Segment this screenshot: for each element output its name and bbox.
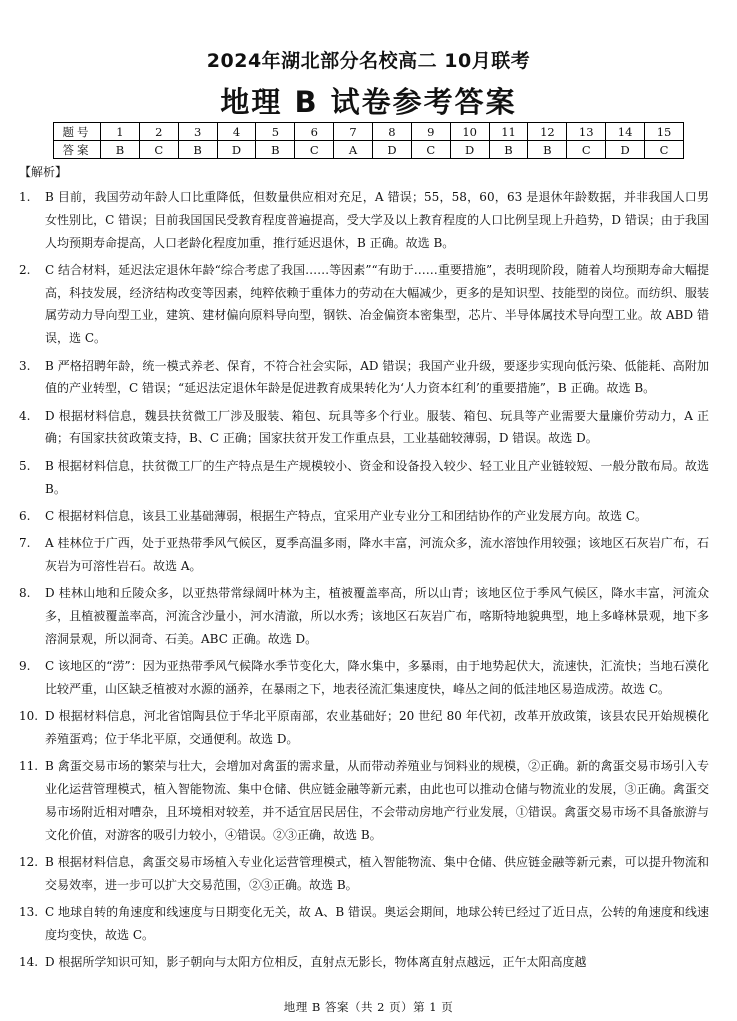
question-number-row (54, 123, 684, 141)
analysis-item (19, 951, 709, 974)
analysis-item (19, 259, 709, 350)
item-number: 10. (19, 709, 39, 724)
item-text: D 根据所学知识可知，影子朝向与太阳方位相反，直射点无影长，物体离直射点越远，正午太阳高度越 (45, 955, 587, 970)
question-number: 1 (101, 123, 140, 141)
item-number: 3. (19, 358, 31, 373)
item-text: A 桂林位于广西，处于亚热带季风气候区，夏季高温多雨，降水丰富，河流众多，流水溶蚀作用较强；该地区石灰岩广布，石灰岩为可溶性岩石。故选 A。 (45, 536, 709, 573)
item-text: B 严格招聘年龄，统一模式养老、保育，不符合社会实际，AD 错误；我国产业升级，要逐步实现向低污染、低能耗、高附加值的产业转型，C 错误；“延迟法定退休年龄是促进教育成果转化为‘人力资本红利’的重要措施”，B 正确。故选 B。 (45, 358, 709, 396)
answer-cell: C (645, 141, 684, 159)
item-number: 14. (19, 955, 39, 970)
answer-cell: B (528, 141, 567, 159)
question-number: 15 (645, 123, 684, 141)
analysis-item (19, 405, 709, 451)
item-number: 7. (19, 536, 31, 551)
question-number: 2 (139, 123, 178, 141)
answer-cell: B (178, 141, 217, 159)
question-number: 14 (606, 123, 645, 141)
item-text: B 目前，我国劳动年龄人口比重降低，但数量供应相对充足，A 错误；55，58，60，63 是退休年龄数据，并非我国人口男女性别比，C 错误；目前我国国民受教育程度普遍提高，受大学及以上教育程度的人口比例呈现上升趋势，D 错误；由于我国人均预期寿命提高，人口老龄化程度加重，推行延迟退休，B 正确。故选 B。 (45, 190, 709, 250)
answer-key-title: 地理 B 试卷参考答案 (220, 85, 517, 119)
item-text: C 该地区的“涝”：因为亚热带季风气候降水季节变化大，降水集中，多暴雨，由于地势起伏大，流速快，汇流快；当地石漠化比较严重，山区缺乏植被对水源的涵养，在暴雨之下，地表径流汇集速度快，峰丛之间的低洼地区易造成涝。故选 C。 (45, 659, 709, 696)
question-number: 12 (528, 123, 567, 141)
analysis-item (19, 901, 709, 947)
question-number: 13 (567, 123, 606, 141)
answer-cell: C (567, 141, 606, 159)
item-text: B 根据材料信息，禽蛋交易市场植入专业化运营管理模式，植入智能物流、集中仓储、供应链金融等新元素，可以提升物流和交易效率，进一步可以扩大交易范围，②③正确。故选 B。 (45, 855, 709, 892)
analysis-item (19, 355, 709, 401)
question-number: 11 (489, 123, 528, 141)
question-number: 9 (411, 123, 450, 141)
analysis-item (19, 505, 709, 528)
answer-cell: C (139, 141, 178, 159)
item-number: 5. (19, 458, 31, 473)
answer-table (53, 122, 684, 159)
answer-cell: B (256, 141, 295, 159)
item-number: 8. (19, 586, 31, 601)
answer-row (54, 141, 684, 159)
question-number: 8 (373, 123, 412, 141)
answer-cell: B (489, 141, 528, 159)
item-text: D 根据材料信息，魏县扶贫微工厂涉及服装、箱包、玩具等多个行业。服装、箱包、玩具等产业需要大量廉价劳动力，A 正确；有国家扶贫政策支持，B、C 正确；国家扶贫开发工作重点县，工业基础较薄弱，D 错误。故选 D。 (45, 408, 709, 446)
answer-cell: D (373, 141, 412, 159)
analysis-item (19, 582, 709, 650)
answer-cell: D (217, 141, 256, 159)
analysis-item (19, 755, 709, 846)
row-label-answer: 答案 (54, 141, 101, 159)
analysis-item (19, 532, 709, 578)
item-number: 4. (19, 408, 31, 423)
answer-cell: B (101, 141, 140, 159)
analysis-item (19, 705, 709, 751)
question-number: 5 (256, 123, 295, 141)
analysis-item (19, 851, 709, 897)
question-number: 10 (450, 123, 489, 141)
item-text: C 根据材料信息，该县工业基础薄弱，根据生产特点，宜采用产业专业分工和团结协作的产业发展方向。故选 C。 (45, 508, 647, 523)
item-number: 11. (19, 759, 39, 774)
item-text: B 禽蛋交易市场的繁荣与壮大，会增加对禽蛋的需求量，从而带动养殖业与饲料业的规模，②正确。新的禽蛋交易市场引入专业化运营管理模式，植入智能物流、集中仓储、供应链金融等新元素，由此也可以推动仓储与物流业的发展，③正确。禽蛋交易市场附近相对嘈杂，且环境相对较差，并不适宜居民居住，不会带动房地产行业发展，①错误。禽蛋交易市场不具备旅游与文化价值，对游客的吸引力较小，④错误。②③正确，故选 B。 (45, 759, 709, 842)
page-footer: 地理 B 答案（共 2 页）第 1 页 (283, 1000, 454, 1014)
item-number: 6. (19, 508, 31, 523)
item-text: C 地球自转的角速度和线速度与日期变化无关，故 A、B 错误。奥运会期间，地球公转已经过了近日点，公转的角速度和线速度均变快，故选 C。 (45, 905, 709, 942)
question-number: 6 (295, 123, 334, 141)
analysis-list (19, 186, 709, 979)
item-number: 9. (19, 659, 31, 674)
analysis-item (19, 655, 709, 701)
analysis-heading: 【解析】 (19, 165, 68, 179)
answer-cell: C (411, 141, 450, 159)
analysis-item (19, 186, 709, 254)
item-text: D 桂林山地和丘陵众多，以亚热带常绿阔叶林为主，植被覆盖率高，所以山青；该地区位于季风气候区，降水丰富，河流众多，且植被覆盖率高，河流含沙量小，河水清澈，所以水秀；该地区石灰岩广布，喀斯特地貌典型，地上多峰林景观，地下多溶洞景观，所以洞奇、石美。ABC 正确。故选 D。 (45, 586, 709, 646)
answer-cell: D (606, 141, 645, 159)
question-number: 4 (217, 123, 256, 141)
item-text: B 根据材料信息，扶贫微工厂的生产特点是生产规模较小、资金和设备投入较少、轻工业且产业链较短、一般分散布局。故选 B。 (45, 458, 709, 496)
item-number: 12. (19, 855, 39, 870)
analysis-item (19, 455, 709, 501)
question-number: 3 (178, 123, 217, 141)
item-text: C 结合材料，延迟法定退休年龄“综合考虑了我国……等因素”“有助于……重要措施”，表明现阶段，随着人均预期寿命大幅提高，科技发展，经济结构改变等因素，纯粹依赖于重体力的劳动在大幅减少，更多的是知识型、技能型的岗位。而纺织、服装属劳动力导向型工业，建筑、建材偏向原料导向型，钢铁、冶金偏资本密集型，芯片、半导体属技术导向型工业。故 ABD 错误，选 C。 (45, 262, 709, 346)
answer-cell: D (450, 141, 489, 159)
question-number: 7 (334, 123, 373, 141)
item-number: 2. (19, 262, 31, 277)
answer-cell: C (295, 141, 334, 159)
exam-title: 2024年湖北部分名校高二 10月联考 (206, 50, 531, 72)
item-number: 13. (19, 905, 39, 920)
row-label-question: 题号 (54, 123, 101, 141)
item-text: D 根据材料信息，河北省馆陶县位于华北平原南部，农业基础好；20 世纪 80 年代初，改革开放政策，该县农民开始规模化养殖蛋鸡；位于华北平原，交通便利。故选 D。 (45, 709, 709, 747)
item-number: 1. (19, 190, 31, 204)
answer-cell: A (334, 141, 373, 159)
